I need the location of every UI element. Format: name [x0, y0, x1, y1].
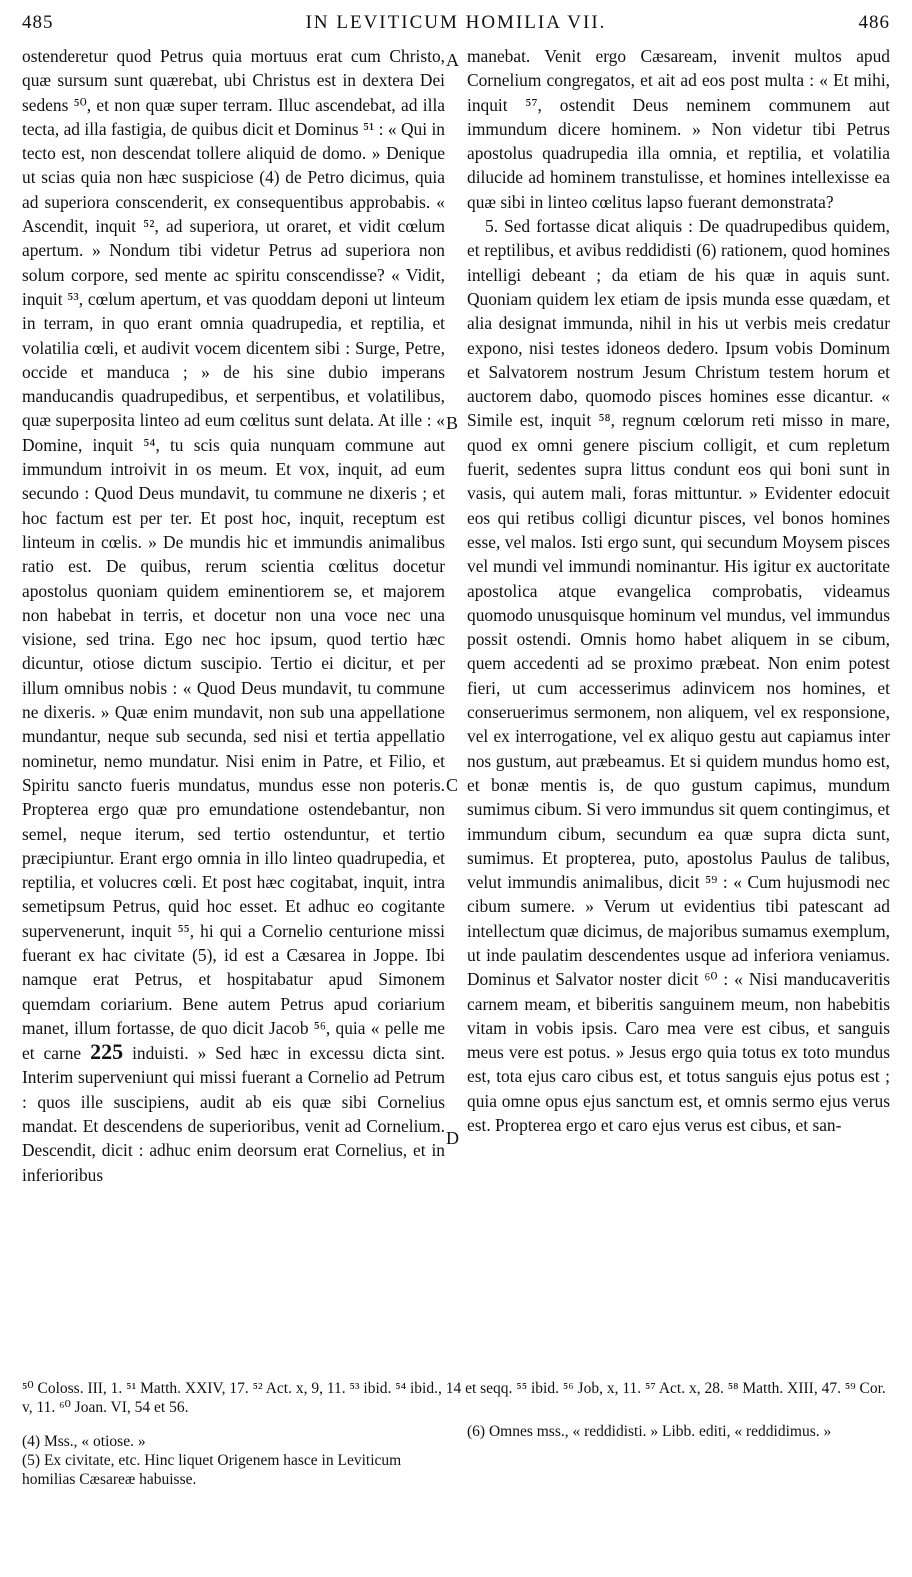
- margin-marker-c: C: [446, 775, 459, 795]
- left-column-text: [22, 44, 445, 1187]
- footnotes-right: [467, 1422, 890, 1441]
- footnote-5: (5) Ex civitate, etc. Hinc liquet Origenem hasce in Leviticum homilias Cæsareæ habuisse.: [22, 1452, 402, 1488]
- right-column: [467, 44, 890, 1137]
- footnote-references-text: ⁵⁰ Coloss. III, 1. ⁵¹ Matth. XXIV, 17. ⁵² Act. x, 9, 11. ⁵³ ibid. ⁵⁴ ibid., 14 et seqq. ⁵⁵ ibid. ⁵⁶ Job, x, 11. ⁵⁷ Act. x, 28. ⁵⁸ Matth. XIII, 47. ⁵⁹ Cor. v, 11. ⁶⁰ Joan. VI, 54 et 56.: [22, 1380, 886, 1416]
- running-header: [22, 6, 890, 36]
- page-number-left: 485: [22, 12, 54, 33]
- page-mark: 225: [90, 1039, 124, 1065]
- page-number-right: 486: [858, 12, 890, 33]
- margin-marker-a: A: [446, 50, 459, 70]
- footnote-references: [22, 1379, 890, 1417]
- margin-marker-b: B: [446, 413, 459, 433]
- footnote-4: (4) Mss., « otiose. »: [22, 1433, 146, 1450]
- right-paragraph-1: manebat. Venit ergo Cæsaream, invenit multos apud Cornelium congregatos, et ait ad eos post multa : « Et mihi, inquit ⁵⁷, ostendit Deus neminem communem aut immundum dicere hominem. » Non videtur tibi Petrus apostolus quadrupedia illa omnia, et reptilia, et volatilia dilucide ad hominem transtulisse, et homines intellexisse ea quæ sibi in linteo cœlitus lapso fuerant demonstrata?: [467, 46, 890, 212]
- left-text-before-mark: ostenderetur quod Petrus quia mortuus erat cum Christo, quæ sursum sunt quærebat, ubi Christus est in dextera Dei sedens ⁵⁰, et non quæ super terram. Illuc ascendebat, ad illa tecta, ad illa fastigia, de quibus dicit et Dominus ⁵¹ : « Qui in tecto est, non descendat tollere aliquid de domo. » Denique ut scias quia non hæc suspiciose (4) de Petro dicimus, quia ad superiora conscenderit, ex consequentibus approbabis. « Ascendit, inquit ⁵², ad superiora, ut oraret, et vidit cœlum apertum. » Nondum tibi videtur Petrus ad superiora non solum corpore, sed mente ac spiritu conscendisse? « Vidit, inquit ⁵³, cœlum apertum, et vas quoddam deponi ut linteum in terram, in quo erant omnia quadrupedia, et reptilia, et volatilia cœli, et audivit vocem dicentem sibi : Surge, Petre, occide et manduca ; » de his sine dubio imperans manducandis quadrupedibus, et serpentibus, et volatilibus, quæ superposita linteo ad eum cœlitus sunt delata. At ille : « Domine, inquit ⁵⁴, tu scis quia nunquam commune aut immundum introivit in os meum. Et vox, inquit, ad eum secundo : Quod Deus mundavit, tu commune ne dixeris ; et hoc factum est per ter. Et post hoc, inquit, receptum est linteum in cœlis. » De mundis hic et immundis animalibus ratio est. De quibus, rerum scientia cœlitus docetur apostolus quoniam quidem eminentiorem se, et majorem non habebat in terris, et docetur non una voce nec una visione, sed trina. Ego nec hoc ipsum, quod tertio hæc dicuntur, otiose dictum suscipio. Tertio ei dicitur, et per illum omnibus nobis : « Quod Deus mundavit, tu commune ne dixeris. » Quæ enim mundavit, non sub una appellatione mundantur, neque sub secunda, sed nisi et tertia appellatio nominetur, nemo mundatur. Nisi enim in Patre, et Filio, et Spiritu sancto fueris mundatus, mundus esse non poteris. Propterea ergo quæ pro emundatione ostendebantur, non semel, neque iterum, sed tertio ostenduntur, et tertio præcipiuntur. Erant ergo omnia in illo linteo quadrupedia, et reptilia, et volucres cœli. Et post hæc cogitabat, inquit, intra semetipsum Petrus, quid hoc esset. Et adhuc eo cogitante supervenerunt, inquit ⁵⁵, hi qui a Cornelio centurione missi fuerant ex hac civitate (5), id est a Cæsarea in Joppe. Ibi namque erat Petrus, et hospitabatur apud Simonem quemdam coriarium. Bene autem Petrus apud coriarium manet, illum fortasse, de quo dicit Jacob ⁵⁶, quia « pelle me et carne: [22, 46, 445, 1064]
- footnotes-left: [22, 1432, 445, 1489]
- left-text-after-mark: induisti. » Sed hæc in excessu dicta sint. Interim superveniunt qui missi fuerant a Cornelio ad Petrum : quos ille suscipiens, audit ab eis quæ sibi Cornelius mandat. Et descendens de superioribus, venit ad Cornelium. Descendit, dicit : adhuc enim deorsum erat Cornelius, et in inferioribus: [22, 1043, 445, 1185]
- footnote-6: (6) Omnes mss., « reddidisti. » Libb. editi, « reddidimus. »: [467, 1423, 832, 1440]
- running-title: IN LEVITICUM HOMILIA VII.: [305, 12, 607, 33]
- right-paragraph-2: 5. Sed fortasse dicat aliquis : De quadrupedibus quidem, et reptilibus, et avibus reddidisti (6) rationem, quod homines intelligi debeant ; da etiam de his quæ in aquis sunt. Quoniam quidem lex etiam de ipsis munda esse quædam, et alia designat immunda, nihil in his ut verbis meis credatur expono, nisi testes idoneos dedero. Ipsum vobis Dominum et Salvatorem nostrum Jesum Christum testem horum et auctorem dabo, quomodo pisces homines esse dicantur. « Simile est, inquit ⁵⁸, regnum cœlorum reti misso in mare, quod ex omni genere piscium colligit, et cum repletum fuerit, sedentes supra littus condunt eos qui boni sunt in vasis, qui autem mali, foras mittuntur. » Evidenter edocuit eos qui retibus colligi dicuntur pisces, vel bonos homines esse, vel malos. Isti ergo sunt, qui secundum Moysem pisces vel mundi vel immundi nominantur. His igitur ex auctoritate apostolica atque evangelica comprobatis, videamus quomodo unusquisque hominum vel mundus, vel immundus possit ostendi. Omnis homo habet aliquem in se cibum, quem accedenti ad se proximo præbeat. Non enim potest fieri, ut cum accesserimus adinvicem nos homines, et conseruerimus sermonem, non aliquem, vel ex responsione, vel ex interrogatione, vel ex aliquo gestu aut capiamus inter nos gustum, aut præbeamus. Et si quidem mundus homo est, et bonæ mentis is, de quo gustum capimus, mundum sumimus cibum. Si vero immundus sit quem contingimus, et immundum cibum, secundum ea quæ supra dicta sunt, sumimus. Et propterea, puto, apostolus Paulus de talibus, velut immundis animalibus, dicit ⁵⁹ : « Cum hujusmodi nec cibum sumere. » Verum ut evidentius tibi patescant ad intellectum quæ dicimus, de majoribus sumamus exemplum, ut inde paulatim descendentes usque ad inferiora veniamus. Dominus et Salvator noster dicit ⁶⁰ : « Nisi manducaveritis carnem meam, et biberitis sanguinem meum, non habebitis vitam in vobis ipsis. Caro mea vere est cibus, et sanguis meus vere est potus. » Jesus ergo quia totus ex toto mundus est, tota ejus caro cibus est, et totus sanguis ejus potus est ; quia omne opus ejus sanctum est, et omnis sermo ejus verus est. Propterea ergo et caro ejus verus est cibus, et san-: [467, 216, 890, 1136]
- margin-marker-d: D: [446, 1128, 459, 1148]
- left-column: [22, 44, 445, 1187]
